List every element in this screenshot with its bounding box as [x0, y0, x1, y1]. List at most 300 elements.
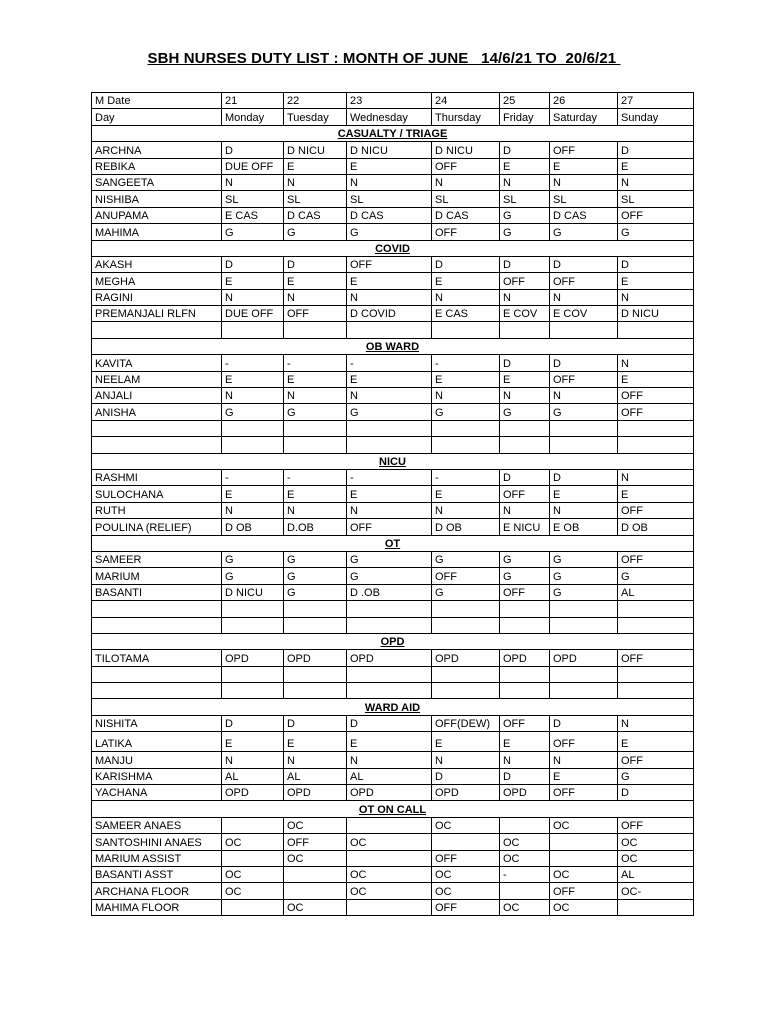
duty-cell: -	[222, 355, 284, 371]
duty-cell: OFF	[618, 404, 694, 420]
duty-cell: OFF	[500, 715, 550, 731]
duty-cell: OFF	[284, 306, 347, 322]
header-cell: Day	[92, 109, 222, 125]
staff-row	[92, 785, 694, 801]
staff-row	[92, 866, 694, 882]
duty-cell: OFF	[550, 732, 618, 752]
duty-cell: D OB	[618, 519, 694, 535]
duty-cell: G	[500, 224, 550, 240]
section-header-row	[92, 338, 694, 354]
header-cell: 25	[500, 93, 550, 109]
duty-cell: G	[347, 404, 432, 420]
duty-cell: D	[618, 142, 694, 158]
duty-cell: G	[550, 551, 618, 567]
duty-cell: D	[222, 715, 284, 731]
duty-cell: N	[618, 174, 694, 190]
duty-cell: G	[347, 551, 432, 567]
duty-cell: OFF	[550, 142, 618, 158]
duty-cell	[347, 817, 432, 833]
blank-cell	[550, 322, 618, 338]
duty-cell: AL	[618, 584, 694, 600]
blank-cell	[347, 322, 432, 338]
duty-cell: N	[500, 174, 550, 190]
staff-row	[92, 289, 694, 305]
blank-row	[92, 617, 694, 633]
duty-cell: -	[347, 469, 432, 485]
staff-row	[92, 207, 694, 223]
duty-cell	[284, 883, 347, 899]
duty-cell: E	[284, 371, 347, 387]
date-row	[92, 93, 694, 109]
duty-cell: D	[550, 469, 618, 485]
duty-cell: OPD	[222, 650, 284, 666]
blank-cell	[347, 617, 432, 633]
blank-cell	[550, 437, 618, 453]
staff-row	[92, 404, 694, 420]
duty-cell: OFF	[432, 850, 500, 866]
duty-cell: OFF	[550, 883, 618, 899]
duty-cell: -	[284, 355, 347, 371]
duty-cell: OFF(DEW)	[432, 715, 500, 731]
duty-cell: E	[347, 486, 432, 502]
duty-cell: D OB	[432, 519, 500, 535]
header-cell: 21	[222, 93, 284, 109]
day-row	[92, 109, 694, 125]
duty-cell: N	[432, 752, 500, 768]
duty-cell: D	[500, 355, 550, 371]
duty-cell	[500, 883, 550, 899]
duty-cell: E	[222, 486, 284, 502]
duty-cell	[432, 834, 500, 850]
duty-cell: OC	[550, 817, 618, 833]
duty-cell: OFF	[284, 834, 347, 850]
blank-cell	[284, 617, 347, 633]
staff-name-cell: RUTH	[92, 502, 222, 518]
duty-cell: E	[347, 371, 432, 387]
blank-cell	[618, 683, 694, 699]
duty-cell: G	[284, 551, 347, 567]
section-header-row	[92, 453, 694, 469]
duty-cell: N	[550, 752, 618, 768]
blank-cell	[92, 437, 222, 453]
blank-cell	[222, 601, 284, 617]
duty-cell: DUE OFF	[222, 306, 284, 322]
blank-cell	[284, 322, 347, 338]
staff-row	[92, 551, 694, 567]
staff-name-cell: SAMEER ANAES	[92, 817, 222, 833]
duty-cell: OFF	[500, 273, 550, 289]
blank-cell	[500, 601, 550, 617]
blank-cell	[550, 601, 618, 617]
duty-cell: -	[284, 469, 347, 485]
duty-cell: OFF	[618, 551, 694, 567]
blank-cell	[618, 617, 694, 633]
duty-cell: OC-	[618, 883, 694, 899]
blank-cell	[500, 617, 550, 633]
duty-cell: D	[284, 256, 347, 272]
section-title: OB WARD	[92, 338, 694, 354]
blank-cell	[222, 420, 284, 436]
section-title: NICU	[92, 453, 694, 469]
duty-cell: OC	[432, 817, 500, 833]
staff-row	[92, 899, 694, 915]
header-cell: Friday	[500, 109, 550, 125]
duty-cell: D NICU	[284, 142, 347, 158]
duty-cell: G	[500, 551, 550, 567]
blank-cell	[618, 437, 694, 453]
staff-name-cell: KARISHMA	[92, 768, 222, 784]
staff-name-cell: MEGHA	[92, 273, 222, 289]
duty-cell: N	[284, 289, 347, 305]
duty-cell: E	[347, 732, 432, 752]
duty-cell: E	[222, 732, 284, 752]
duty-cell: N	[500, 388, 550, 404]
blank-cell	[222, 617, 284, 633]
duty-cell: G	[618, 224, 694, 240]
duty-cell: E	[500, 158, 550, 174]
duty-cell: E	[618, 273, 694, 289]
duty-cell: D CAS	[550, 207, 618, 223]
duty-cell: E COV	[550, 306, 618, 322]
blank-row	[92, 683, 694, 699]
duty-cell: D	[432, 256, 500, 272]
duty-cell: OPD	[432, 785, 500, 801]
duty-cell: E	[618, 732, 694, 752]
duty-cell: N	[618, 355, 694, 371]
staff-name-cell: SANGEETA	[92, 174, 222, 190]
duty-cell: D	[222, 256, 284, 272]
duty-cell: N	[432, 174, 500, 190]
duty-cell: E CAS	[432, 306, 500, 322]
blank-row	[92, 601, 694, 617]
staff-row	[92, 850, 694, 866]
staff-row	[92, 568, 694, 584]
duty-cell: SL	[222, 191, 284, 207]
staff-row	[92, 158, 694, 174]
duty-cell: DUE OFF	[222, 158, 284, 174]
header-cell: Sunday	[618, 109, 694, 125]
staff-name-cell: NEELAM	[92, 371, 222, 387]
staff-name-cell: POULINA (RELIEF)	[92, 519, 222, 535]
duty-cell: OFF	[500, 486, 550, 502]
duty-cell: N	[500, 502, 550, 518]
duty-cell: OPD	[347, 785, 432, 801]
duty-cell: OC	[347, 866, 432, 882]
duty-cell: D	[618, 785, 694, 801]
duty-cell: N	[347, 502, 432, 518]
duty-cell: D .OB	[347, 584, 432, 600]
blank-row	[92, 666, 694, 682]
duty-cell: -	[347, 355, 432, 371]
duty-cell: D NICU	[347, 142, 432, 158]
staff-row	[92, 191, 694, 207]
section-header-row	[92, 125, 694, 141]
duty-cell: E OB	[550, 519, 618, 535]
duty-cell: OPD	[284, 785, 347, 801]
header-cell: M Date	[92, 93, 222, 109]
duty-cell: N	[347, 174, 432, 190]
duty-cell: E	[284, 273, 347, 289]
staff-name-cell: ARCHANA FLOOR	[92, 883, 222, 899]
duty-cell: G	[347, 224, 432, 240]
duty-cell: -	[432, 469, 500, 485]
staff-name-cell: MAHIMA	[92, 224, 222, 240]
roster-body	[92, 93, 694, 916]
staff-name-cell: PREMANJALI RLFN	[92, 306, 222, 322]
staff-row	[92, 142, 694, 158]
duty-cell: G	[618, 768, 694, 784]
duty-cell: OPD	[550, 650, 618, 666]
blank-cell	[92, 420, 222, 436]
duty-cell: OFF	[550, 785, 618, 801]
blank-cell	[284, 683, 347, 699]
blank-cell	[347, 437, 432, 453]
blank-cell	[347, 420, 432, 436]
blank-cell	[222, 683, 284, 699]
duty-cell: E	[618, 371, 694, 387]
duty-cell	[222, 850, 284, 866]
duty-cell: N	[550, 174, 618, 190]
duty-cell: OC	[500, 850, 550, 866]
duty-cell: G	[432, 404, 500, 420]
blank-cell	[618, 601, 694, 617]
duty-cell: D	[500, 256, 550, 272]
blank-cell	[92, 617, 222, 633]
section-header-row	[92, 633, 694, 649]
duty-cell: OC	[550, 899, 618, 915]
staff-name-cell: RASHMI	[92, 469, 222, 485]
blank-cell	[432, 601, 500, 617]
duty-cell: G	[550, 568, 618, 584]
staff-row	[92, 715, 694, 731]
header-cell: 23	[347, 93, 432, 109]
duty-cell: E	[284, 486, 347, 502]
duty-cell: G	[347, 568, 432, 584]
blank-cell	[284, 666, 347, 682]
duty-cell: OFF	[347, 256, 432, 272]
duty-cell: -	[500, 866, 550, 882]
section-title: OT	[92, 535, 694, 551]
duty-cell: N	[432, 388, 500, 404]
blank-cell	[550, 617, 618, 633]
duty-cell: N	[550, 388, 618, 404]
duty-cell: N	[550, 289, 618, 305]
staff-row	[92, 486, 694, 502]
duty-cell: N	[432, 289, 500, 305]
duty-cell: OFF	[618, 817, 694, 833]
blank-cell	[500, 420, 550, 436]
duty-cell: OFF	[432, 224, 500, 240]
staff-name-cell: ANJALI	[92, 388, 222, 404]
duty-cell: OC	[432, 866, 500, 882]
duty-cell: E	[347, 273, 432, 289]
duty-cell: D	[222, 142, 284, 158]
duty-cell: OC	[222, 834, 284, 850]
duty-cell: D	[550, 256, 618, 272]
duty-cell: D	[550, 715, 618, 731]
blank-cell	[500, 683, 550, 699]
duty-cell: E	[500, 732, 550, 752]
blank-cell	[432, 666, 500, 682]
duty-roster-table	[91, 92, 694, 916]
duty-cell: OPD	[347, 650, 432, 666]
staff-name-cell: REBIKA	[92, 158, 222, 174]
duty-cell: N	[222, 752, 284, 768]
duty-cell: OPD	[500, 650, 550, 666]
staff-row	[92, 502, 694, 518]
duty-cell: D	[500, 469, 550, 485]
section-header-row	[92, 535, 694, 551]
staff-row	[92, 519, 694, 535]
duty-cell: E	[500, 371, 550, 387]
duty-cell: OC	[432, 883, 500, 899]
duty-cell: E	[550, 158, 618, 174]
duty-cell: OC	[550, 866, 618, 882]
duty-cell: N	[222, 502, 284, 518]
duty-cell: OC	[222, 866, 284, 882]
duty-cell: D NICU	[618, 306, 694, 322]
duty-cell: SL	[500, 191, 550, 207]
duty-cell: G	[618, 568, 694, 584]
staff-name-cell: SANTOSHINI ANAES	[92, 834, 222, 850]
duty-cell: OC	[347, 834, 432, 850]
duty-cell: N	[284, 752, 347, 768]
duty-cell: E	[432, 486, 500, 502]
duty-cell: N	[347, 388, 432, 404]
duty-cell: N	[284, 388, 347, 404]
header-cell: Monday	[222, 109, 284, 125]
duty-cell: OFF	[618, 502, 694, 518]
duty-cell: G	[550, 224, 618, 240]
staff-row	[92, 273, 694, 289]
section-header-row	[92, 699, 694, 715]
blank-cell	[618, 420, 694, 436]
staff-name-cell: SULOCHANA	[92, 486, 222, 502]
duty-cell: E	[284, 158, 347, 174]
staff-name-cell: NISHITA	[92, 715, 222, 731]
duty-cell: SL	[550, 191, 618, 207]
blank-cell	[550, 666, 618, 682]
blank-cell	[92, 322, 222, 338]
title-text: SBH NURSES DUTY LIST : MONTH OF JUNE 14/6/21 TO 20/6/21	[147, 50, 621, 67]
blank-cell	[500, 666, 550, 682]
blank-cell	[432, 322, 500, 338]
duty-cell: D	[432, 768, 500, 784]
duty-cell: OFF	[550, 371, 618, 387]
blank-cell	[432, 420, 500, 436]
duty-cell: E	[618, 486, 694, 502]
duty-cell: OFF	[432, 568, 500, 584]
duty-cell: N	[347, 289, 432, 305]
duty-cell: D NICU	[222, 584, 284, 600]
duty-cell: SL	[432, 191, 500, 207]
duty-cell: N	[222, 174, 284, 190]
duty-cell: N	[284, 174, 347, 190]
blank-cell	[284, 601, 347, 617]
duty-cell: OFF	[618, 650, 694, 666]
duty-cell: D	[550, 355, 618, 371]
duty-cell: SL	[347, 191, 432, 207]
staff-row	[92, 768, 694, 784]
duty-cell: OC	[618, 850, 694, 866]
section-title: OPD	[92, 633, 694, 649]
duty-cell: E CAS	[222, 207, 284, 223]
staff-name-cell: KAVITA	[92, 355, 222, 371]
staff-row	[92, 834, 694, 850]
blank-cell	[347, 683, 432, 699]
duty-cell: E	[222, 371, 284, 387]
duty-cell: N	[618, 469, 694, 485]
blank-row	[92, 437, 694, 453]
duty-cell	[347, 850, 432, 866]
duty-cell: D	[284, 715, 347, 731]
duty-cell: D OB	[222, 519, 284, 535]
duty-cell: E	[432, 273, 500, 289]
blank-cell	[432, 683, 500, 699]
staff-name-cell: MARIUM	[92, 568, 222, 584]
header-cell: 27	[618, 93, 694, 109]
staff-row	[92, 355, 694, 371]
duty-cell: OC	[500, 899, 550, 915]
duty-cell: D NICU	[432, 142, 500, 158]
duty-cell: G	[284, 224, 347, 240]
duty-cell: OPD	[284, 650, 347, 666]
header-cell: 24	[432, 93, 500, 109]
staff-name-cell: BASANTI	[92, 584, 222, 600]
header-cell: Thursday	[432, 109, 500, 125]
staff-row	[92, 388, 694, 404]
duty-cell: D	[618, 256, 694, 272]
duty-cell: N	[284, 502, 347, 518]
staff-row	[92, 650, 694, 666]
duty-cell: OFF	[500, 584, 550, 600]
duty-cell	[347, 899, 432, 915]
staff-row	[92, 883, 694, 899]
duty-cell	[500, 817, 550, 833]
blank-cell	[432, 617, 500, 633]
duty-cell: D	[347, 715, 432, 731]
staff-name-cell: RAGINI	[92, 289, 222, 305]
duty-cell: G	[284, 404, 347, 420]
duty-cell: -	[432, 355, 500, 371]
duty-cell: G	[550, 584, 618, 600]
duty-cell: E	[432, 732, 500, 752]
duty-cell: OFF	[618, 207, 694, 223]
duty-cell	[550, 850, 618, 866]
duty-cell: N	[618, 289, 694, 305]
duty-cell: OC	[284, 899, 347, 915]
duty-cell: E	[284, 732, 347, 752]
duty-cell: OFF	[347, 519, 432, 535]
duty-cell: D CAS	[432, 207, 500, 223]
section-header-row	[92, 240, 694, 256]
staff-name-cell: SAMEER	[92, 551, 222, 567]
duty-cell: E	[550, 768, 618, 784]
duty-cell: AL	[347, 768, 432, 784]
staff-name-cell: ANISHA	[92, 404, 222, 420]
staff-row	[92, 174, 694, 190]
header-cell: 22	[284, 93, 347, 109]
blank-row	[92, 420, 694, 436]
duty-cell: E	[347, 158, 432, 174]
staff-row	[92, 224, 694, 240]
duty-cell: N	[618, 715, 694, 731]
blank-cell	[500, 322, 550, 338]
blank-cell	[550, 420, 618, 436]
blank-cell	[284, 437, 347, 453]
duty-cell: D CAS	[284, 207, 347, 223]
duty-cell: OC	[222, 883, 284, 899]
